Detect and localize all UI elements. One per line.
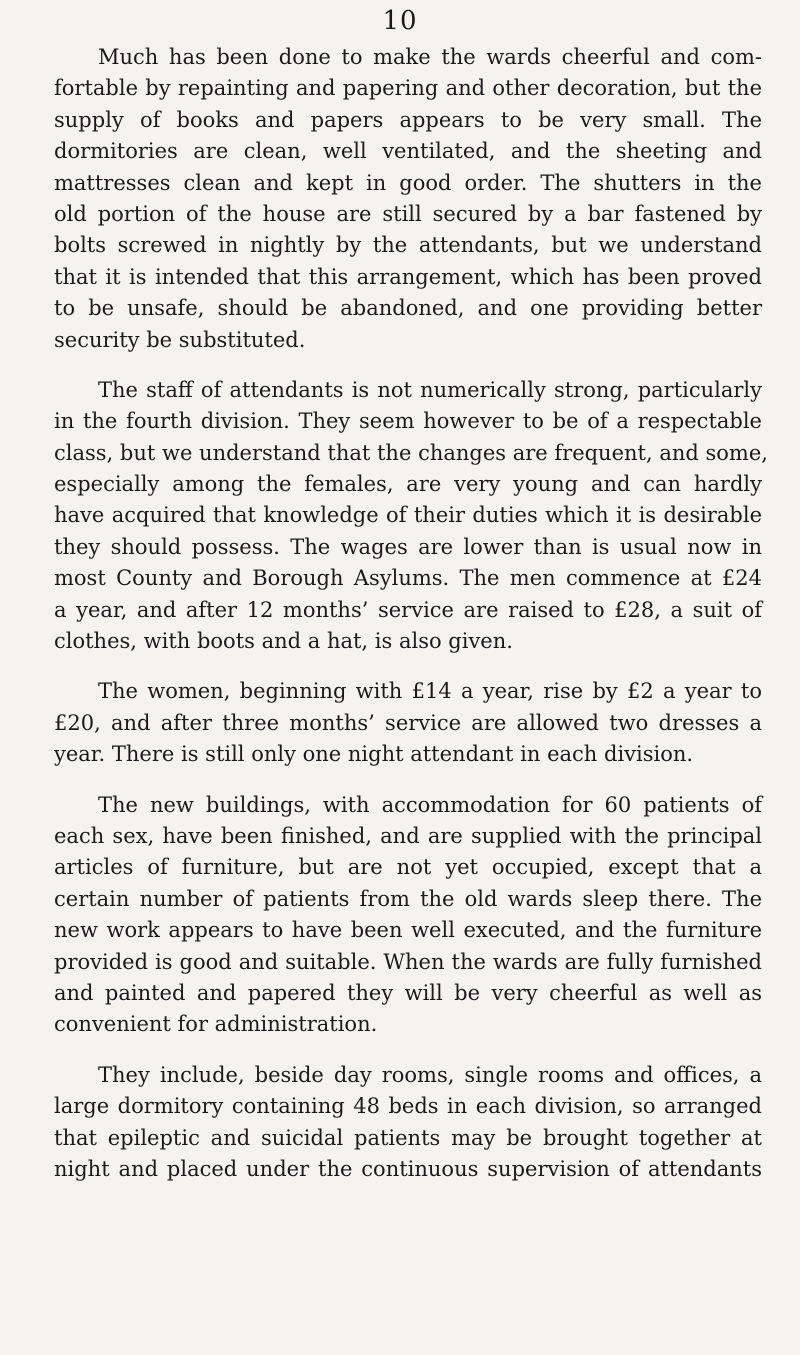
paragraph [54,1060,762,1186]
text-line: clothes, with boots and a hat, is also given. [54,629,513,654]
text-line: year. There is still only one night attendant in each division. [54,742,694,767]
text-line: They include, beside day rooms, single rooms and offices, a [98,1062,762,1087]
paragraph [54,790,762,1041]
text-line: have acquired that knowledge of their duties which it is desirable [54,503,762,528]
paragraph-gap [54,1041,762,1060]
text-line: night and placed under the continuous supervision of attendants [54,1156,762,1181]
text-line: dormitories are clean, well ventilated, and the sheeting and [54,139,762,164]
text-line: convenient for administration. [54,1012,378,1037]
text-line: that it is intended that this arrangement, which has been proved [54,264,762,289]
text-line: supply of books and papers appears to be very small. The [54,107,762,132]
text-line: each sex, have been finished, and are supplied with the principal [54,823,762,848]
text-line: class, but we understand that the changes are frequent, and some, [54,440,768,465]
text-line: most County and Borough Asylums. The men commence at £24 [54,566,762,591]
paragraph [54,676,762,770]
text-line: especially among the females, are very young and can hardly [54,472,762,497]
text-line: provided is good and suitable. When the wards are fully furnished [54,949,762,974]
paragraph-gap [54,356,762,375]
text-line: The women, beginning with £14 a year, rise by £2 a year to [98,679,762,704]
text-line: articles of furniture, but are not yet occupied, except that a [54,855,762,880]
page-number: 10 [382,6,418,36]
text-line: certain number of patients from the old wards sleep there. The [54,886,762,911]
text-line: a year, and after 12 months’ service are raised to £28, a suit of [54,597,762,622]
paragraph-gap [54,657,762,676]
text-line: they should possess. The wages are lower than is usual now in [54,534,762,559]
text-line: new work appears to have been well executed, and the furniture [54,918,762,943]
text-line: bolts screwed in nightly by the attendants, but we understand [54,233,762,258]
text-line: The new buildings, with accommodation for 60 patients of [98,792,762,817]
text-line: Much has been done to make the wards cheerful and com- [98,45,762,69]
text-line: old portion of the house are still secured by a bar fastened by [54,201,762,226]
paragraph [54,42,762,356]
text-line: and painted and papered they will be very cheerful as well as [54,980,762,1005]
text-line: that epileptic and suicidal patients may be brought together at [54,1125,762,1150]
text-line: The staff of attendants is not numerically strong, particularly [98,377,762,402]
paragraph [54,375,768,658]
body-text [54,42,768,1185]
text-line: fortable by repainting and papering and other decoration, but the [54,76,762,101]
text-line: in the fourth division. They seem however to be of a respectable [54,409,762,434]
text-line: mattresses clean and kept in good order. The shutters in the [54,170,762,195]
text-line: large dormitory containing 48 beds in each division, so arranged [54,1094,762,1119]
paragraph-gap [54,771,762,790]
text-line: to be unsafe, should be abandoned, and one providing better [54,296,762,321]
text-line: security be substituted. [54,327,306,352]
text-line: £20, and after three months’ service are allowed two dresses a [54,710,762,735]
